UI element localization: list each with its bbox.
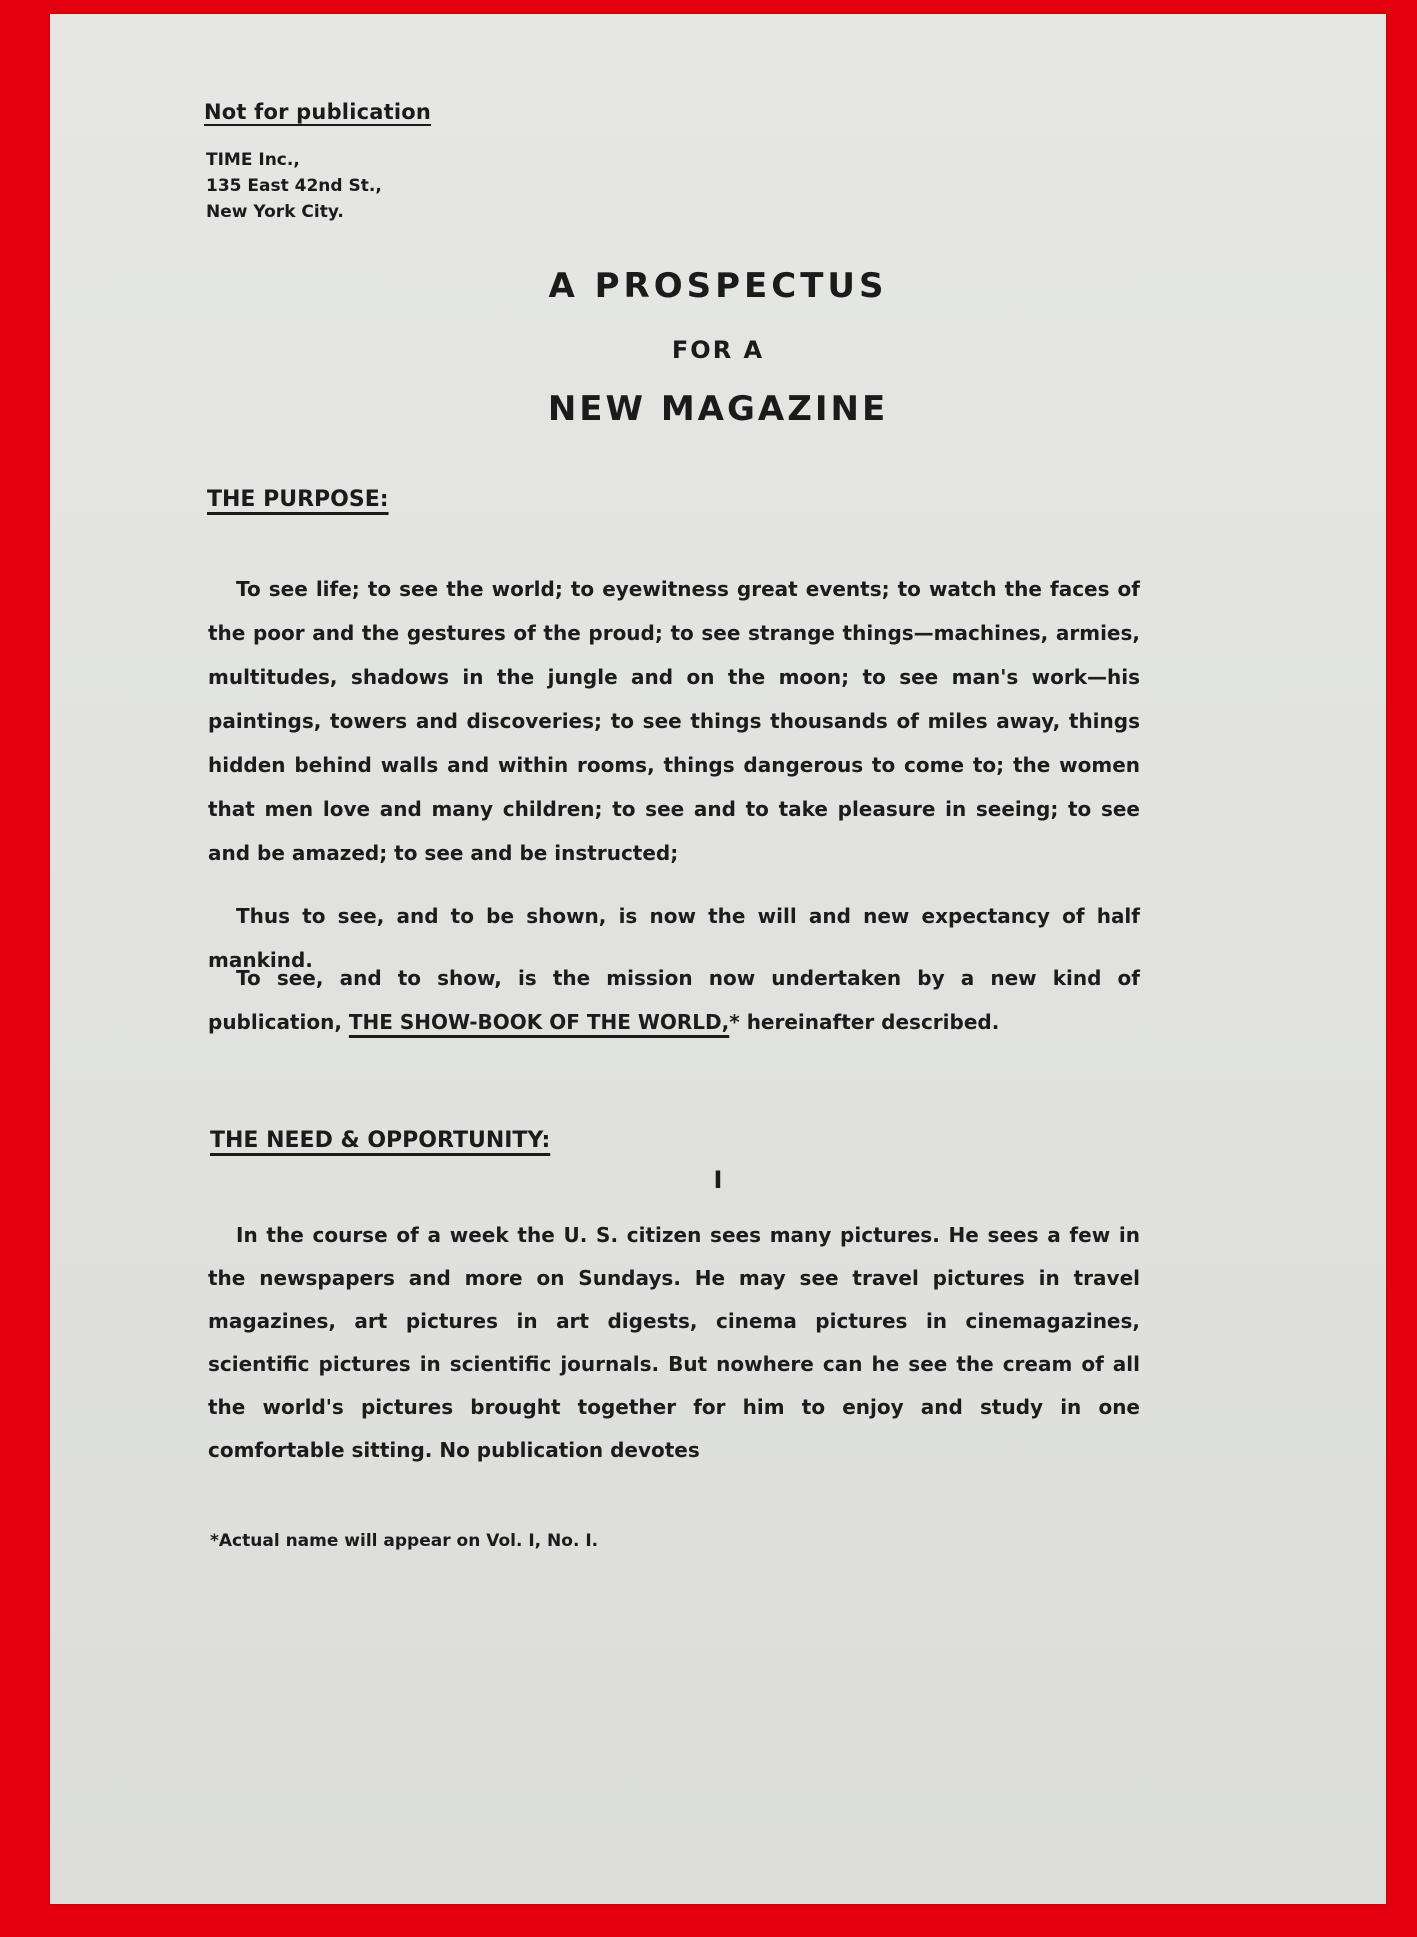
section-number: I xyxy=(713,1166,723,1194)
address-line-company: TIME Inc., xyxy=(206,150,300,170)
address-line-street: 135 East 42nd St., xyxy=(206,176,382,196)
title-line-1: A PROSPECTUS xyxy=(548,266,888,306)
document-page xyxy=(50,14,1386,1904)
address-line-city: New York City. xyxy=(206,202,344,222)
paragraph-3-tail: * hereinafter described. xyxy=(729,1010,1000,1034)
paragraph-3-lead: To see, and to show, is the mission now undertaken by a new kind of publication, xyxy=(208,966,1140,1034)
not-for-publication-notice: Not for publication xyxy=(204,100,432,124)
footnote: *Actual name will appear on Vol. I, No. I. xyxy=(210,1531,599,1551)
need-opportunity-heading: THE NEED & OPPORTUNITY: xyxy=(210,1128,551,1153)
title-line-2: FOR A xyxy=(671,336,765,364)
title-line-3: NEW MAGAZINE xyxy=(547,389,889,429)
page-content xyxy=(50,14,1386,1904)
need-paragraph-1: In the course of a week the U. S. citizen sees many pictures. He sees a few in the newspapers and more on Sundays. He may see travel pictures in travel magazines, art pictures in art digests, cinema pictures in cinemagazines, scientific pictures in scientific journals. But nowhere can he see the cream of all the world's pictures brought together for him to enjoy and study in one comfortable sitting. No publication devotes xyxy=(208,1223,1140,1462)
purpose-paragraph-2: Thus to see, and to be shown, is now the will and new expectancy of half mankind. xyxy=(208,904,1140,972)
show-book-title: THE SHOW-BOOK OF THE WORLD, xyxy=(348,1010,730,1034)
purpose-heading: THE PURPOSE: xyxy=(207,487,389,512)
purpose-paragraph-1: To see life; to see the world; to eyewitness great events; to watch the faces of the poor and the gestures of the proud; to see strange things—machines, armies, multitudes, shadows in the jungle and on the moon; to see man's work—his paintings, towers and discoveries; to see things thousands of miles away, things hidden behind walls and within rooms, things dangerous to come to; the women that men love and many children; to see and to take pleasure in seeing; to see and be amazed; to see and be instructed; xyxy=(208,577,1140,865)
publisher-address xyxy=(206,147,382,225)
purpose-paragraph-3 xyxy=(208,956,1140,1044)
